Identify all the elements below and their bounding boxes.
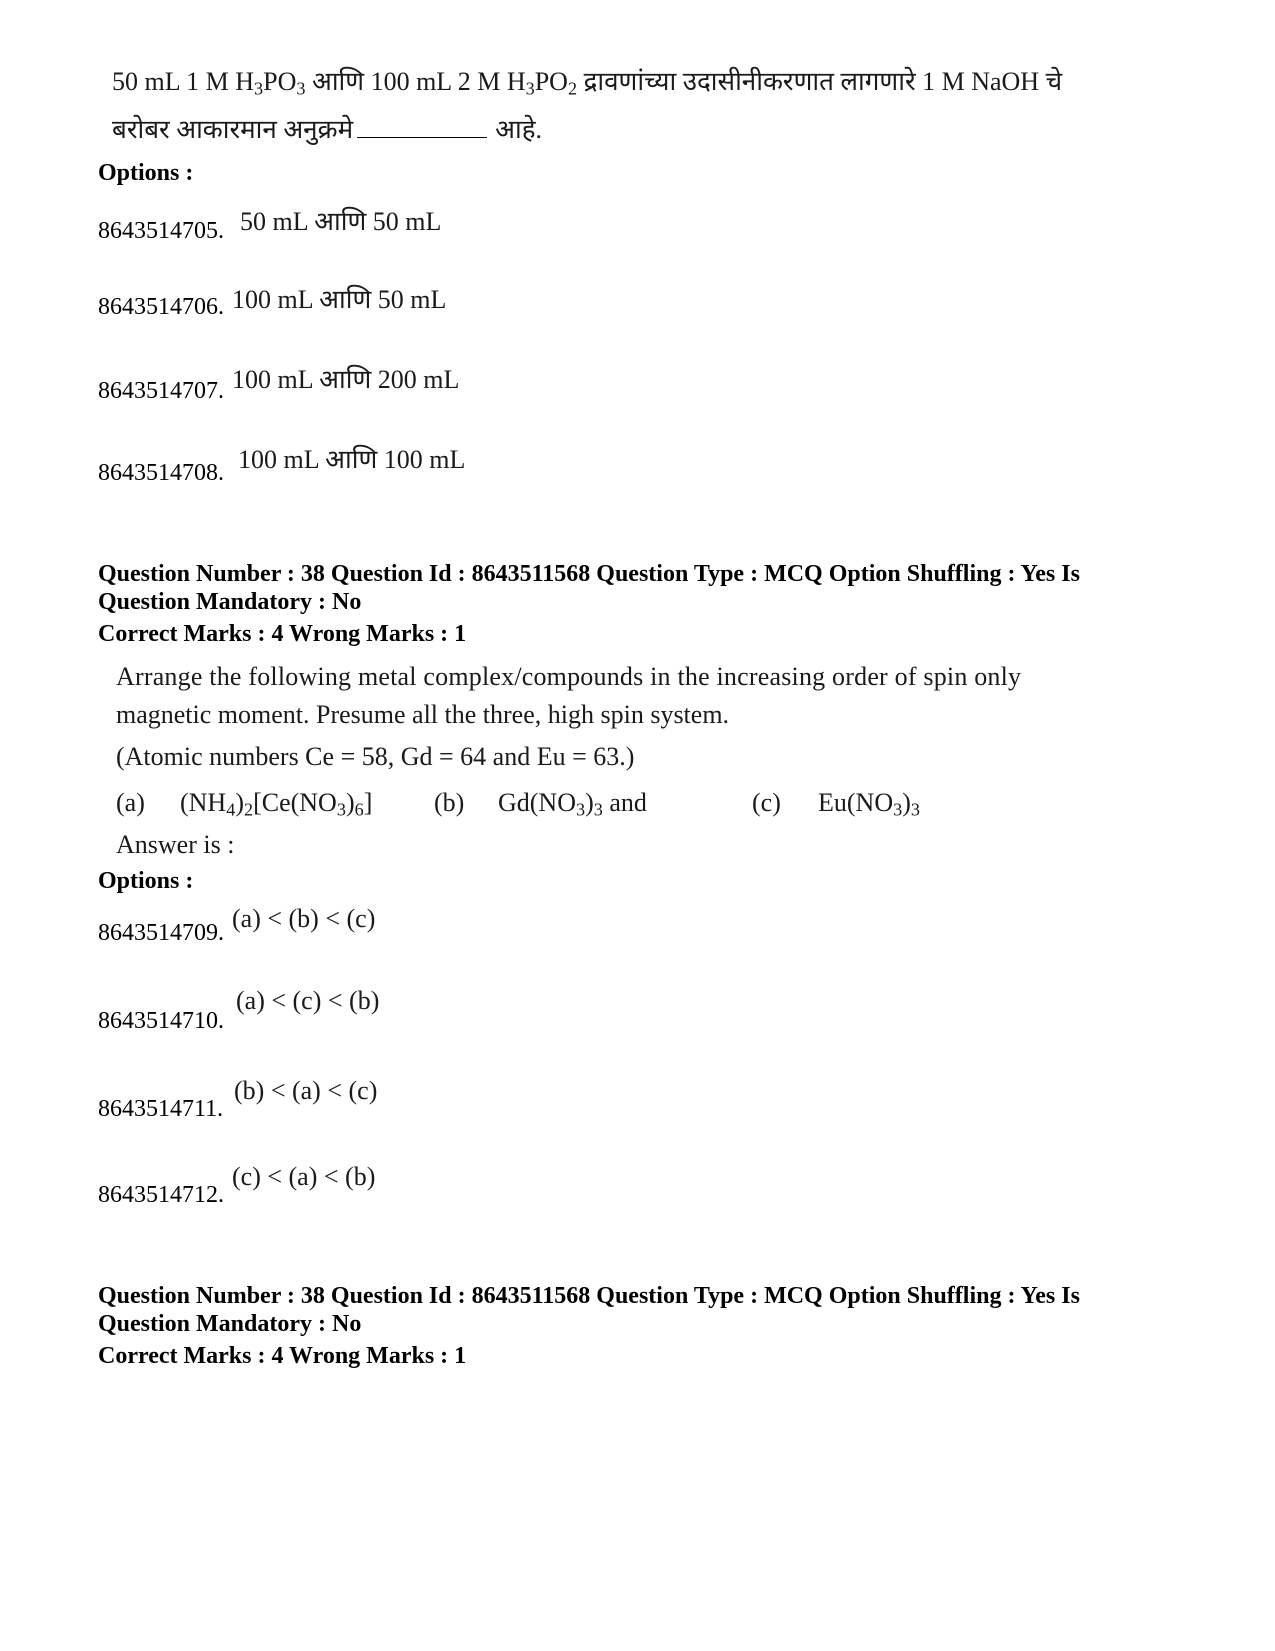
option-id: 8643514708. [98, 460, 224, 486]
option-id: 8643514707. [98, 378, 224, 404]
question-meta [98, 560, 1080, 648]
option-text: 100 mL आणि 200 mL [232, 365, 460, 394]
options-label: Options : [98, 160, 194, 186]
answer-blank [357, 119, 487, 138]
item-a-formula: $(NH_4)_2[Ce(NO_3)_6]$ [180, 788, 373, 820]
item-a-label: (a) [116, 788, 145, 817]
option-text: (c) < (a) < (b) [232, 1162, 376, 1191]
option-text: (a) < (b) < (c) [232, 904, 376, 933]
options-label: Options : [98, 868, 194, 894]
question-english [116, 658, 1156, 776]
option-id: 8643514706. [98, 294, 224, 320]
question-line-2: magnetic moment. Presume all the three, high spin system. [116, 700, 730, 729]
question-line-3: (Atomic numbers Ce = 58, Gd = 64 and Eu = 63.) [116, 742, 635, 771]
option-id: 8643514711. [98, 1096, 224, 1122]
option-id: 8643514709. [98, 920, 224, 946]
meta-line-2: Question Mandatory : No [98, 1311, 362, 1337]
option-id: 8643514710. [98, 1008, 224, 1034]
option-text: 50 mL आणि 50 mL [240, 207, 442, 236]
option-text: (a) < (c) < (b) [236, 986, 380, 1015]
item-b-formula: $Gd(NO_3)_3$ and [498, 788, 647, 820]
option-text: 100 mL आणि 100 mL [238, 445, 466, 474]
question-line-1: Arrange the following metal complex/compounds in the increasing order of spin only [116, 662, 1022, 691]
question-meta [98, 1282, 1080, 1370]
compound-list [116, 784, 1156, 824]
meta-line-3: Correct Marks : 4 Wrong Marks : 1 [98, 621, 467, 647]
option-text: 100 mL आणि 50 mL [232, 285, 447, 314]
item-c-label: (c) [752, 788, 781, 817]
option-id: 8643514712. [98, 1182, 224, 1208]
meta-line-1: Question Number : 38 Question Id : 8643511568 Question Type : MCQ Option Shuffling : Yes Is [98, 1283, 1080, 1309]
meta-line-2: Question Mandatory : No [98, 589, 362, 615]
option-id: 8643514705. [98, 218, 224, 244]
option-text: (b) < (a) < (c) [234, 1076, 378, 1105]
item-b-label: (b) [434, 788, 465, 817]
question-marathi [112, 58, 1152, 154]
answer-is: Answer is : [116, 830, 235, 859]
question-marathi-line1: 50 mL 1 M $H_3PO_3$ आणि 100 mL 2 M $H_3PO_2$ द्रावणांच्या उदासीनीकरणात लागणारे 1 M NaOH चे [112, 67, 1063, 99]
item-c-formula: $Eu(NO_3)_3$ [818, 788, 920, 820]
meta-line-1: Question Number : 38 Question Id : 8643511568 Question Type : MCQ Option Shuffling : Yes Is [98, 561, 1080, 587]
question-marathi-line2: बरोबर आकारमान अनुक्रमे आहे. [112, 115, 543, 144]
meta-line-3: Correct Marks : 4 Wrong Marks : 1 [98, 1343, 467, 1369]
